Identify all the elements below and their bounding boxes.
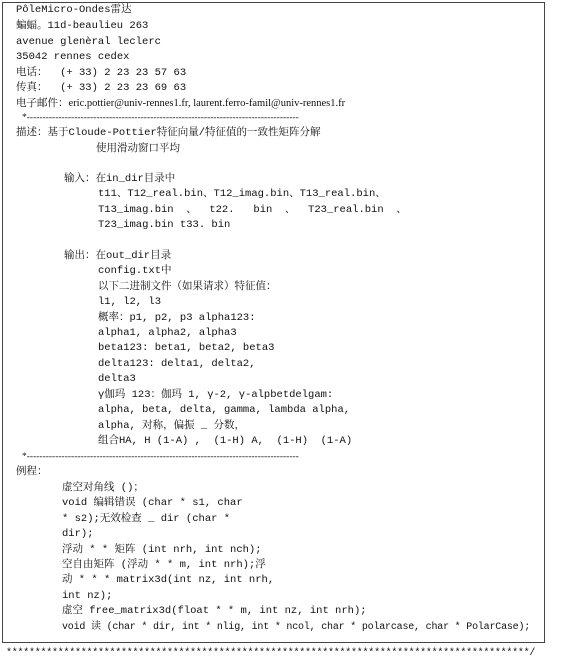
description-line-2: 使用滑动窗口平均 bbox=[96, 143, 180, 155]
output-line-12: 组合HA, H (1-A) , (1-H) A, (1-H) (1-A) bbox=[98, 435, 353, 447]
example-title: 例程： bbox=[16, 466, 48, 478]
output-line-2: 以下二进制文件（如果请求）特征值： bbox=[98, 281, 277, 293]
input-file-line-1: t11、T12_real.bin、T12_imag.bin、T13_real.bin、 bbox=[98, 188, 386, 200]
org-line: PôleMicro-Ondes雷达 bbox=[16, 4, 132, 16]
example-line-3: * s2);无效检查 _ dir (char * bbox=[62, 513, 231, 525]
input-file-line-3: T23_imag.bin t33. bin bbox=[98, 219, 231, 231]
output-line-10: alpha, beta, delta, gamma, lambda alpha, bbox=[98, 404, 351, 416]
output-line-6: beta123: beta1, beta2, beta3 bbox=[98, 342, 275, 354]
email-line: 电子邮件：eric.pottier@univ-rennes1.fr, laurent.ferro-famil@univ-rennes1.fr bbox=[16, 98, 346, 109]
address-line-1: 蝙蝠。11d-beaulieu 263 bbox=[16, 20, 149, 32]
example-line-4: dir); bbox=[62, 528, 94, 540]
output-line-8: delta3 bbox=[98, 373, 136, 385]
output-line-4: 概率：p1, p2, p3 alpha123: bbox=[98, 312, 256, 324]
output-line-9: γ伽玛 123：伽玛 1, γ-2, γ-alpbetdelgam: bbox=[98, 389, 334, 401]
address-line-3: 35042 rennes cedex bbox=[16, 51, 130, 63]
example-line-9: 虚空 free_matrix3d(float * * m, int nz, int nrh); bbox=[62, 605, 367, 617]
example-line-2: void 编辑错误 (char * s1, char bbox=[62, 497, 243, 509]
address-line-2: avenue glenèral leclerc bbox=[16, 36, 161, 48]
example-line-8: int nz); bbox=[62, 590, 113, 602]
input-file-line-2: T13_imag.bin 、 t22. bin 、 T23_real.bin 、 bbox=[98, 204, 407, 216]
output-line-7: delta123: delta1, delta2, bbox=[98, 358, 256, 370]
output-line-11: alpha, 对称，偏振 _ 分数， bbox=[98, 420, 246, 432]
example-line-6: 空自由矩阵 (浮动 * * m, int nrh);浮 bbox=[62, 559, 266, 571]
example-line-10: void 读 (char * dir, int * nlig, int * ncol, char * polarcase, char * PolarCase); bbox=[62, 622, 531, 633]
example-line-1: 虚空对角线 ()； bbox=[62, 482, 144, 494]
separator-bottom: *-------------------------------------------------------------------------------------- bbox=[22, 452, 299, 462]
output-line-1: config.txt中 bbox=[98, 265, 172, 277]
footer-star-line: *******************************************************************************************/ bbox=[6, 648, 536, 659]
separator-top: *-------------------------------------------------------------------------------------- bbox=[22, 113, 299, 123]
description-line-1: 描述：基于Cloude-Pottier特征向量/特征值的一致性矩阵分解 bbox=[16, 127, 321, 139]
output-line-3: l1, l2, l3 bbox=[98, 296, 162, 308]
input-title: 输入：在in_dir目录中 bbox=[64, 173, 176, 185]
example-line-5: 浮动 * * 矩阵 (int nrh, int nch); bbox=[62, 544, 262, 556]
fax-line: 传真： (+ 33) 2 23 23 69 63 bbox=[16, 82, 187, 94]
phone-line: 电话： (+ 33) 2 23 23 57 63 bbox=[16, 67, 187, 79]
example-line-7: 动 * * * matrix3d(int nz, int nrh, bbox=[62, 574, 275, 586]
output-line-5: alpha1, alpha2, alpha3 bbox=[98, 327, 237, 339]
output-title: 输出：在out_dir目录 bbox=[64, 250, 172, 262]
